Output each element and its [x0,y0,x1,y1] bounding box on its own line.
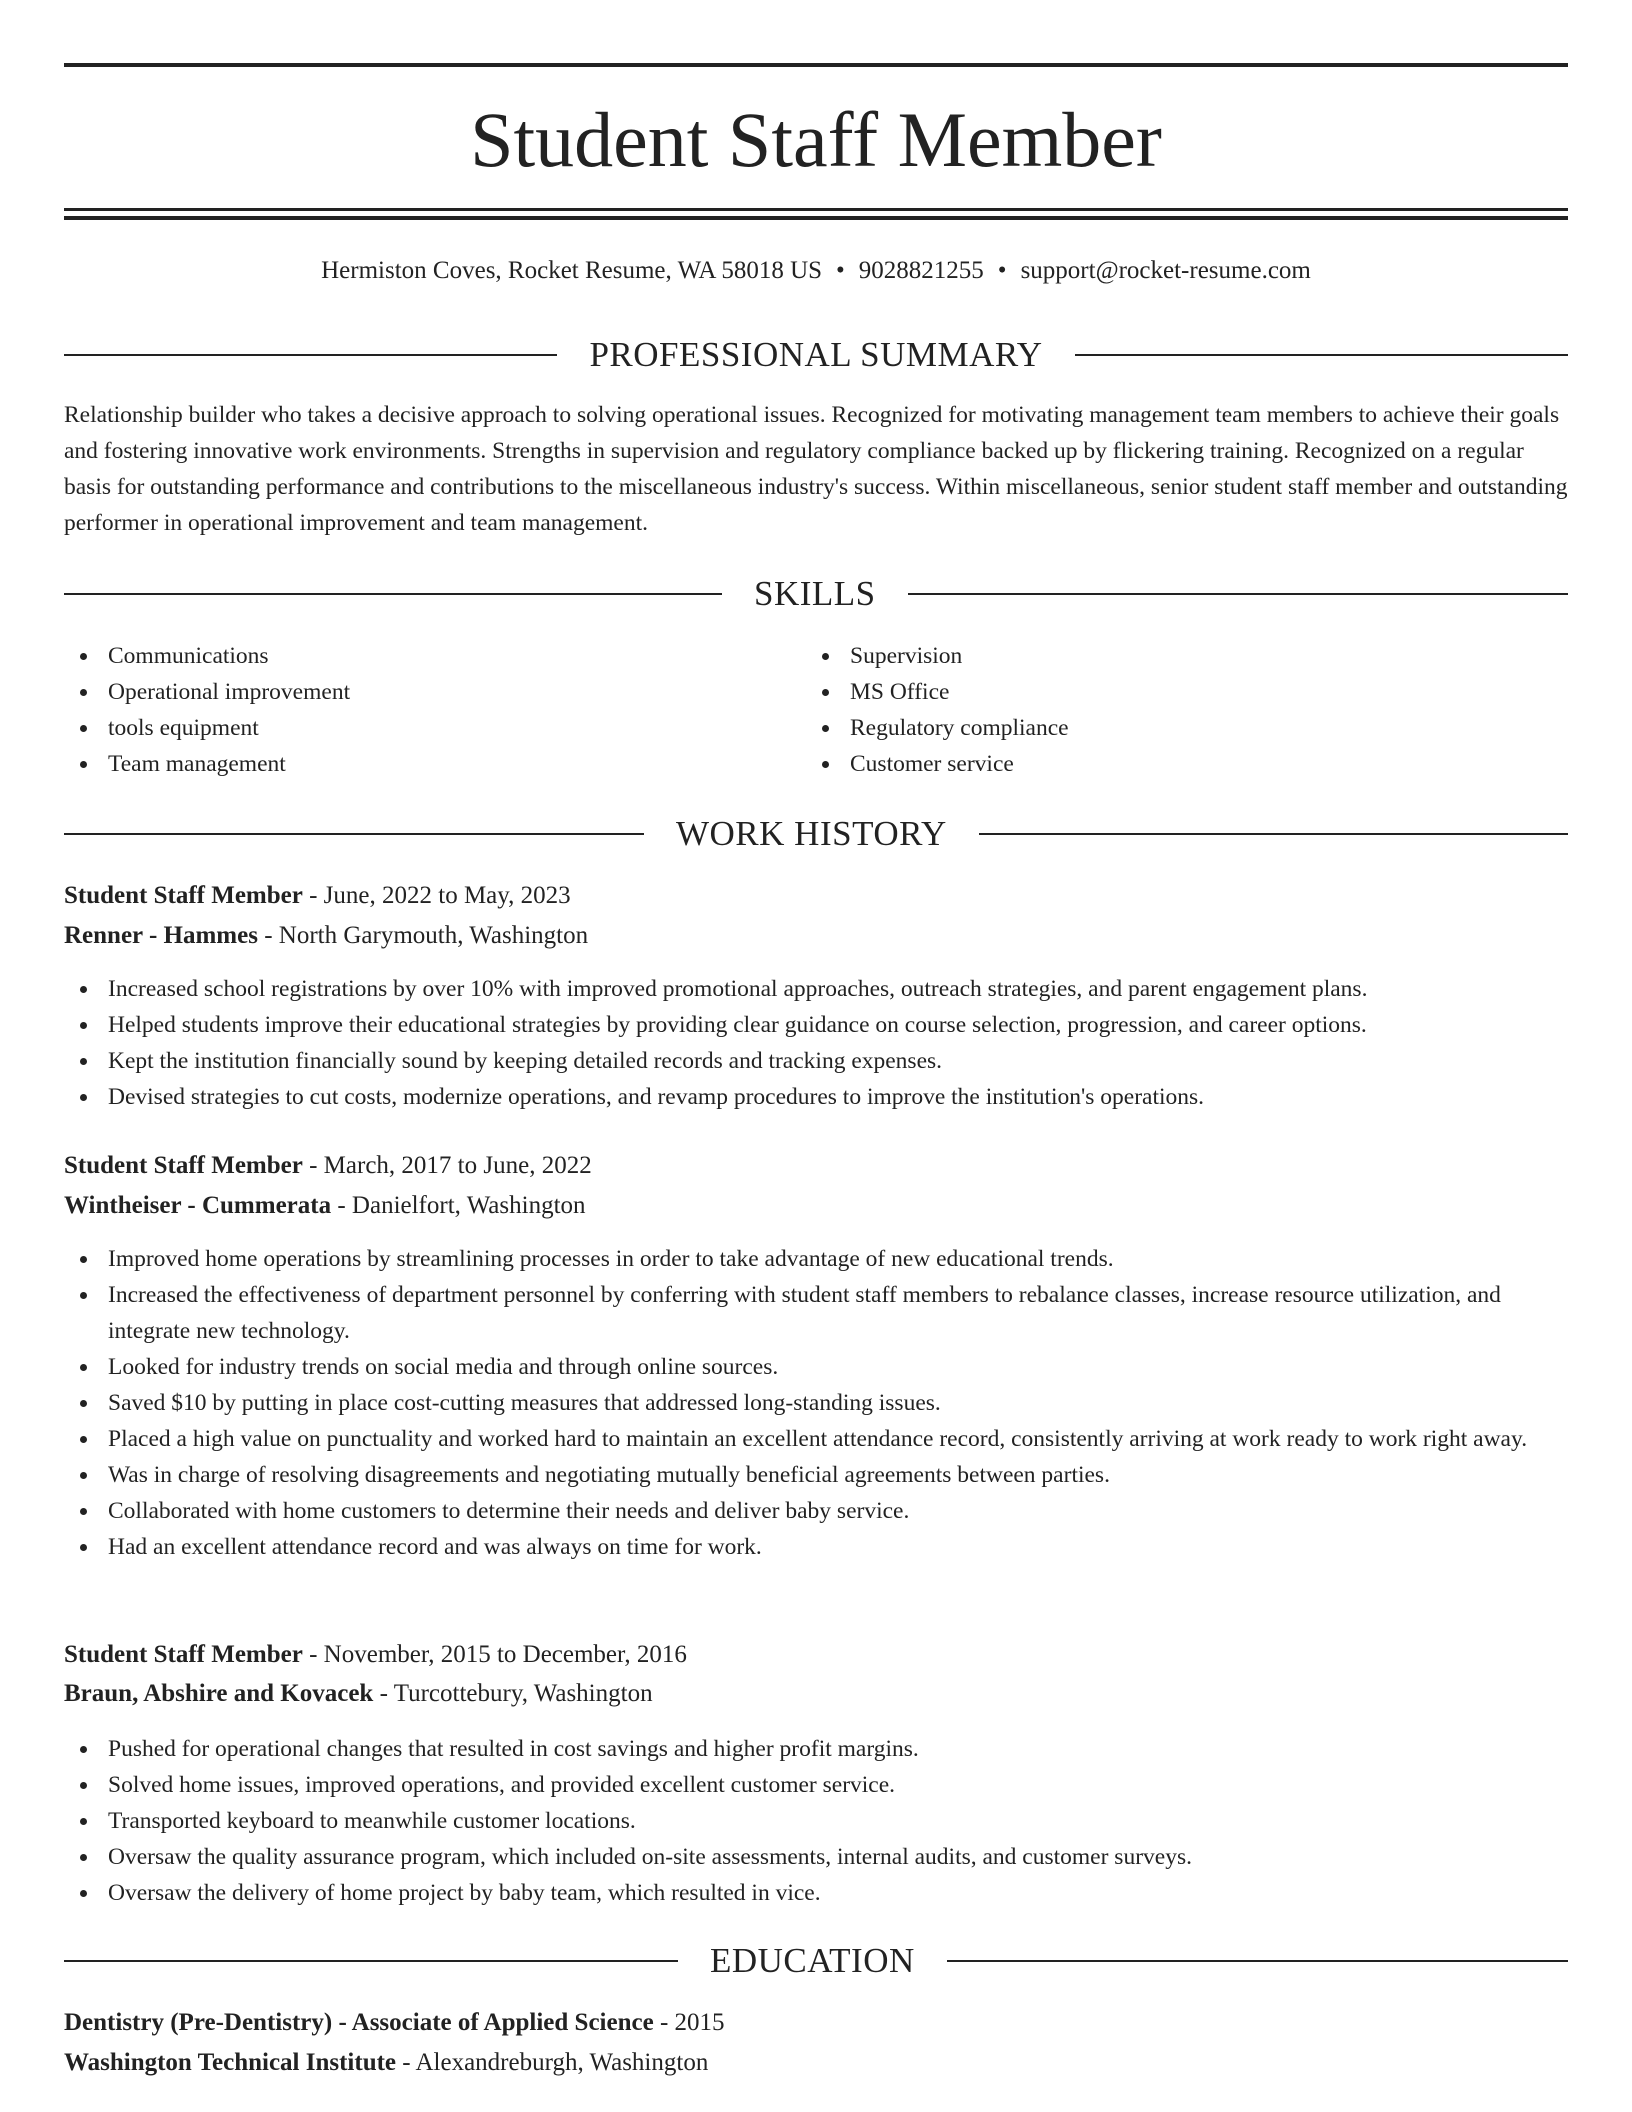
heading-rule [979,833,1568,835]
double-rule-lower [64,216,1568,220]
education-school: Washington Technical Institute [64,2049,397,2076]
education-degree-line [64,2005,1568,2041]
job-bullets [64,971,1568,1115]
list-item: Saved $10 by putting in place cost-cutting measures that addressed long-standing issues. [64,1385,1568,1421]
job-title: Student Staff Member [64,1152,303,1179]
heading-rule [64,354,557,356]
heading-rule [64,1960,678,1962]
list-item: Was in charge of resolving disagreements and negotiating mutually beneficial agreements between parties. [64,1457,1568,1493]
job-title-line [64,1637,1568,1673]
list-item: Had an excellent attendance record and was always on time for work. [64,1529,1568,1565]
heading-rule [64,593,722,595]
work-section-heading [64,812,1568,856]
job-title: Student Staff Member [64,1641,303,1668]
list-item: Devised strategies to cut costs, modernize operations, and revamp procedures to improve the institution's operations. [64,1079,1568,1115]
job-dates: - March, 2017 to June, 2022 [302,1152,592,1179]
list-item: Helped students improve their educational strategies by providing clear guidance on course selection, progression, and career options. [64,1007,1568,1043]
list-item: Supervision [806,638,1506,674]
job-company: Braun, Abshire and Kovacek [64,1680,374,1707]
job-bullets [64,1731,1568,1911]
list-item: Solved home issues, improved operations, and provided excellent customer service. [64,1767,1568,1803]
list-item: Collaborated with home customers to determine their needs and deliver baby service. [64,1493,1568,1529]
list-item: tools equipment [64,710,764,746]
contact-phone: 9028821255 [858,257,984,284]
heading-rule [1075,354,1568,356]
job-location: - Turcottebury, Washington [373,1680,653,1707]
contact-email: support@rocket-resume.com [1020,257,1311,284]
job-title-line [64,878,1568,914]
job-location: - Danielfort, Washington [331,1192,586,1219]
job-dates: - November, 2015 to December, 2016 [302,1641,687,1668]
job-dates: - June, 2022 to May, 2023 [302,882,571,909]
job-company-line [64,918,1568,954]
heading-rule [947,1960,1568,1962]
job-title-line [64,1148,1568,1184]
list-item: Pushed for operational changes that resulted in cost savings and higher profit margins. [64,1731,1568,1767]
summary-section-heading [64,333,1568,377]
list-item: Regulatory compliance [806,710,1506,746]
skills-list-right [806,638,1506,782]
education-school-line [64,2045,1568,2081]
job-company-line [64,1676,1568,1712]
list-item: Team management [64,746,764,782]
heading-rule [64,833,644,835]
job-company-line [64,1188,1568,1224]
education-degree: Dentistry (Pre-Dentistry) - Associate of Applied Science [64,2009,654,2036]
contact-separator: • [836,257,845,284]
education-year: - 2015 [653,2009,725,2036]
double-rule-upper [64,208,1568,211]
heading-rule [908,593,1568,595]
list-item: Increased school registrations by over 10% with improved promotional approaches, outreach strategies, and parent engagement plans. [64,971,1568,1007]
resume-name: Student Staff Member [470,96,1162,183]
work-heading-text: WORK HISTORY [676,814,947,853]
list-item: Oversaw the delivery of home project by baby team, which resulted in vice. [64,1875,1568,1911]
education-location: - Alexandreburgh, Washington [396,2049,709,2076]
job-bullets [64,1241,1568,1565]
summary-text: Relationship builder who takes a decisive approach to solving operational issues. Recognized for motivating management team members to achieve their goals and fostering innovative work environments. Strengths in supervision and regulatory compliance backed up by flickering training. Recognized on a regular basis for outstanding performance and contributions to the miscellaneous industry's success. Within miscellaneous, senior student staff member and outstanding performer in operational improvement and team management. [64,402,1568,536]
skills-heading-text: SKILLS [754,574,876,613]
list-item: Increased the effectiveness of department personnel by conferring with student staff members to rebalance classes, increase resource utilization, and integrate new technology. [64,1277,1568,1349]
top-rule [64,63,1568,67]
list-item: Transported keyboard to meanwhile customer locations. [64,1803,1568,1839]
list-item: Looked for industry trends on social media and through online sources. [64,1349,1568,1385]
job-company: Renner - Hammes [64,922,258,949]
skills-section-heading [64,572,1568,616]
list-item: Oversaw the quality assurance program, which included on-site assessments, internal audits, and customer surveys. [64,1839,1568,1875]
skills-list-left [64,638,764,782]
job-title: Student Staff Member [64,882,303,909]
education-heading-text: EDUCATION [710,1941,915,1980]
contact-separator: • [997,257,1007,284]
list-item: Customer service [806,746,1506,782]
list-item: Communications [64,638,764,674]
list-item: Operational improvement [64,674,764,710]
list-item: Improved home operations by streamlining processes in order to take advantage of new educational trends. [64,1241,1568,1277]
job-company: Wintheiser - Cummerata [64,1192,332,1219]
summary-heading-text: PROFESSIONAL SUMMARY [589,335,1043,374]
list-item: Placed a high value on punctuality and worked hard to maintain an excellent attendance record, consistently arriving at work ready to work right away. [64,1421,1568,1457]
contact-line [64,253,1568,289]
list-item: MS Office [806,674,1506,710]
list-item: Kept the institution financially sound by keeping detailed records and tracking expenses. [64,1043,1568,1079]
contact-address: Hermiston Coves, Rocket Resume, WA 58018 US [321,257,823,284]
job-location: - North Garymouth, Washington [257,922,589,949]
education-section-heading [64,1939,1568,1983]
